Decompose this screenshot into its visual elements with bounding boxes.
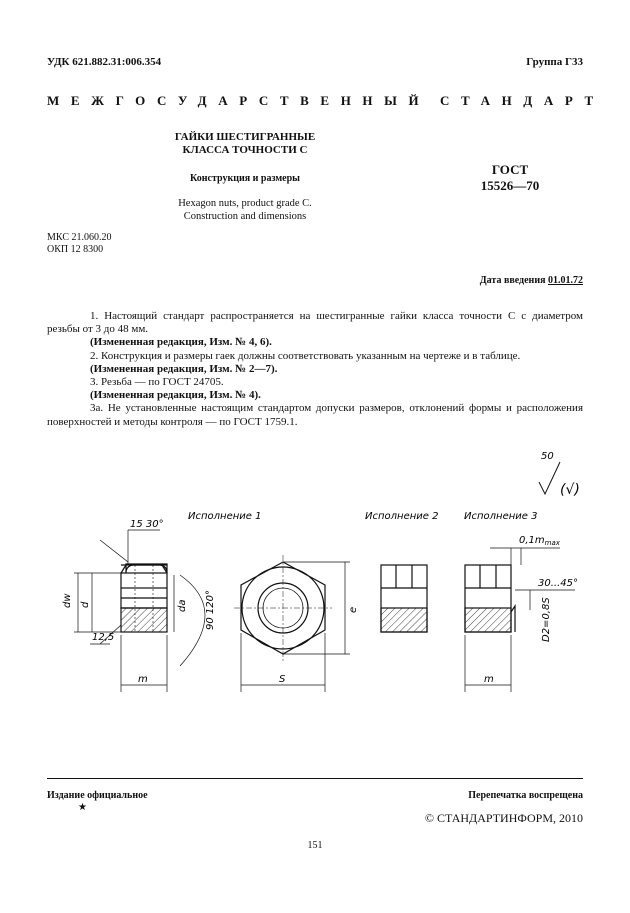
dim-dw-label: dw [62, 593, 73, 608]
classification-codes [47, 232, 111, 256]
dim-m1-label: m [138, 674, 148, 685]
angle-top-label: 15 30° [130, 519, 164, 530]
body-text [47, 310, 583, 429]
dim-da-label: da [177, 599, 188, 612]
hexagon-top-view [234, 555, 332, 662]
paragraph-3a: 3а. Не установленные настоящим стандартом допуски размеров, отклонений формы и расположения поверхностей и методы контроля — по ГОСТ 1759.1. [47, 402, 583, 428]
title-line-2: КЛАССА ТОЧНОСТИ С [182, 144, 308, 156]
hexagon-dimensions [241, 562, 350, 692]
revision-note-2: (Измененная редакция, Изм. № 2—7). [90, 362, 278, 375]
paragraph-3: 3. Резьба — по ГОСТ 24705. [90, 376, 224, 389]
document-title [150, 131, 340, 157]
reprint-prohibited: Перепечатка воспрещена [468, 790, 583, 801]
dim-d2-label: D2=0,8S [541, 597, 552, 642]
introduction-date [480, 275, 583, 286]
roughness-value: 50 [541, 451, 554, 462]
version-1-side-view [121, 564, 167, 632]
roughness-paren: (√) [560, 482, 580, 498]
english-title [150, 197, 340, 223]
angle-side-label: 90 120° [205, 590, 216, 630]
dim-125-label: 12,5 [92, 632, 115, 643]
mks-code: МКС 21.060.20 [47, 232, 112, 243]
angle-v3-label: 30...45° [538, 578, 578, 589]
nut-technical-drawing [0, 430, 630, 700]
document-subtitle: Конструкция и размеры [190, 173, 300, 184]
udk-code: УДК 621.882.31:006.354 [47, 56, 162, 68]
dim-s-label: S [279, 674, 286, 685]
english-title-line-2: Construction and dimensions [183, 211, 307, 222]
dim-e-label: e [348, 606, 359, 613]
group-code: Группа Г33 [526, 56, 583, 68]
roughness-symbol [539, 451, 580, 498]
title-line-1: ГАЙКИ ШЕСТИГРАННЫЕ [174, 131, 316, 143]
gost-label: ГОСТ [491, 162, 529, 177]
paragraph-2: 2. Конструкция и размеры гаек должны соответствовать указанным на чертеже и в таблице. [90, 349, 521, 362]
version-2-label: Исполнение 2 [365, 511, 439, 522]
dim-m3-label: m [484, 674, 494, 685]
revision-note-3: (Измененная редакция, Изм. № 4). [90, 389, 261, 402]
footer-divider [47, 778, 583, 779]
introduction-date-value: 01.01.72 [548, 275, 583, 286]
official-edition: Издание официальное [47, 790, 148, 801]
dim-d-label: d [80, 601, 91, 608]
gost-designation [460, 162, 560, 194]
version-1-label: Исполнение 1 [188, 511, 262, 522]
version-2-side-view [381, 565, 427, 632]
standard-type-left: МЕЖГОСУДАРСТВЕННЫЙ [47, 93, 431, 108]
paragraph-1: 1. Настоящий стандарт распространяется на шестигранные гайки класса точности С с диаметром резьбы от 3 до 48 мм. [47, 310, 583, 336]
okp-code: ОКП 12 8300 [47, 244, 104, 255]
page-number: 151 [307, 840, 323, 851]
copyright: © СТАНДАРТИНФОРМ, 2010 [424, 811, 583, 825]
version-3-side-view [465, 565, 515, 632]
version-3-label: Исполнение 3 [464, 511, 538, 522]
english-title-line-1: Hexagon nuts, product grade C. [178, 198, 312, 209]
standard-type-right: СТАНДАРТ [440, 93, 605, 108]
dim-01m-label: $0,1m_{max}$ [519, 535, 560, 547]
introduction-date-label: Дата введения [479, 275, 546, 286]
gost-number: 15526—70 [480, 178, 540, 193]
star-mark: ★ [78, 802, 87, 813]
revision-note-1: (Измененная редакция, Изм. № 4, 6). [90, 336, 272, 349]
